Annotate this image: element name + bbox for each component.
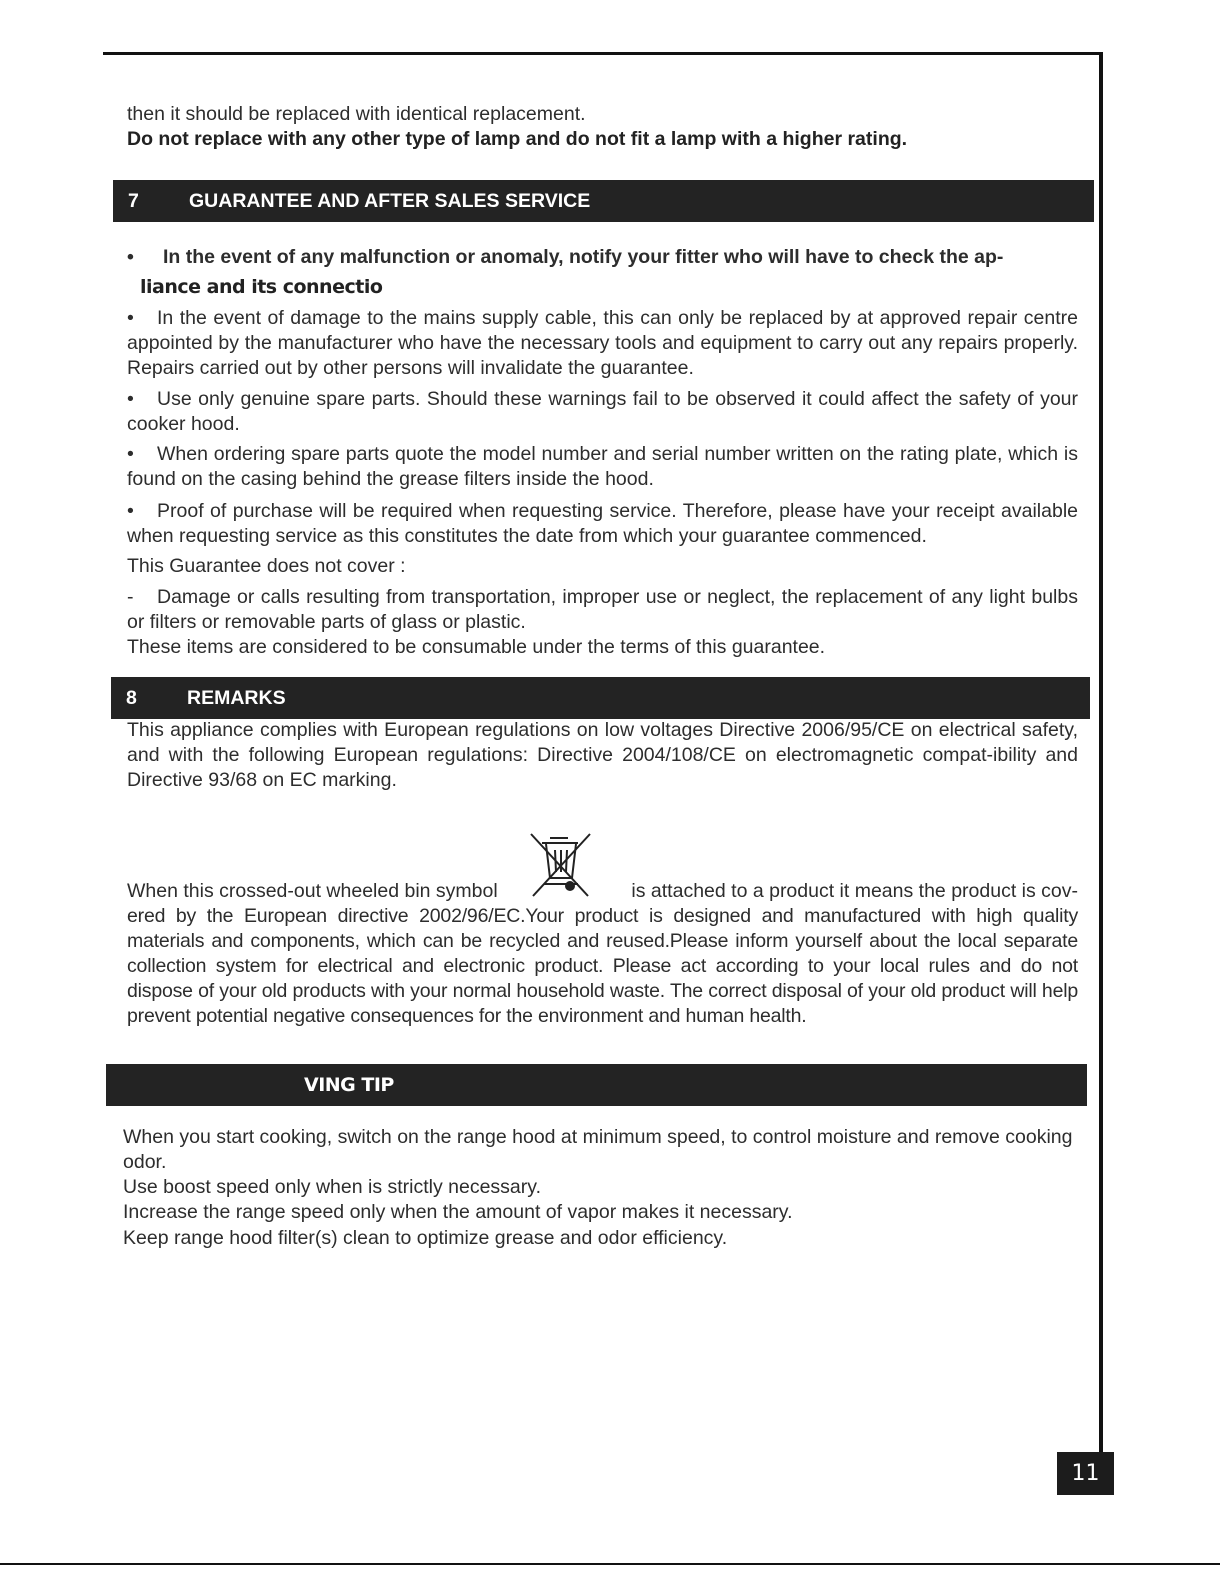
not-cover-item: - Damage or calls resulting from transportation, improper use or neglect, the replacement of any light bulbs or filters or removable parts of glass or plastic.: [127, 586, 1078, 633]
tip-cooking: When you start cooking, switch on the range hood at minimum speed, to control moisture and remove cooking odor.: [123, 1126, 1073, 1173]
tip-increase: Increase the range speed only when the amount of vapor makes it necessary.: [123, 1201, 793, 1223]
section-number: 8: [126, 687, 137, 709]
section-title: GUARANTEE AND AFTER SALES SERVICE: [189, 190, 591, 212]
lamp-warning: Do not replace with any other type of lamp and do not fit a lamp with a higher rating.: [127, 128, 908, 150]
section-8-header: [111, 677, 1090, 719]
consumable-note: These items are considered to be consumable under the terms of this guarantee.: [127, 636, 826, 658]
guarantee-item-malfunction-cont: liance and its connectio: [140, 276, 383, 298]
page-number: 11: [1057, 1452, 1114, 1495]
tip-boost: Use boost speed only when is strictly necessary.: [123, 1176, 541, 1198]
guarantee-item-ordering: • When ordering spare parts quote the model number and serial number written on the rating plate, which is found on the casing behind the grease filters inside the hood.: [127, 443, 1078, 490]
page-frame-top: [103, 52, 1103, 55]
section-title: VING TIP: [304, 1074, 394, 1096]
weee-body: ered by the European directive 2002/96/EC.Your product is designed and manufactured with high quality materials and components, which can be recycled and reused.Please inform yourself about the local separate collection system for electrical and electronic product. Please act according to your local rules and do not dispose of your old products with your normal household waste. The correct disposal of your old product will help prevent potential negative consequences for the environment and human health.: [127, 905, 1078, 1027]
guarantee-item-malfunction: • In the event of any malfunction or anomaly, notify your fitter who will have to check the ap-: [127, 246, 1004, 268]
intro-line: then it should be replaced with identical replacement.: [127, 103, 586, 125]
guarantee-item-proof: • Proof of purchase will be required when requesting service. Therefore, please have your receipt available when requesting service as this constitutes the date from which your guarantee commenced.: [127, 500, 1078, 547]
crossed-out-wheeled-bin-icon: [528, 832, 594, 900]
not-cover-heading: This Guarantee does not cover :: [127, 555, 406, 577]
section-9-header: [106, 1064, 1087, 1106]
weee-line-end: is attached to a product it means the product is cov-: [631, 880, 1078, 902]
tip-filters: Keep range hood filter(s) clean to optimize grease and odor efficiency.: [123, 1227, 728, 1249]
guarantee-item-spare-parts: • Use only genuine spare parts. Should these warnings fail to be observed it could affect the safety of your cooker hood.: [127, 388, 1078, 435]
remarks-body: This appliance complies with European regulations on low voltages Directive 2006/95/CE on electrical safety, and with the following European regulations: Directive 2004/108/CE on electromagnetic compat-ibility and Directive 93/68 on EC marking.: [127, 719, 1078, 791]
page-bottom-rule: [0, 1563, 1220, 1565]
section-7-header: [113, 180, 1094, 222]
section-title: REMARKS: [187, 687, 286, 709]
page-frame-right: [1099, 52, 1103, 1467]
section-number: 7: [128, 190, 139, 212]
weee-line-start: When this crossed-out wheeled bin symbol: [127, 880, 498, 902]
guarantee-item-cable: • In the event of damage to the mains supply cable, this can only be replaced by at approved repair centre appointed by the manufacturer who have the necessary tools and equipment to carry out any repairs properly. Repairs carried out by other persons will invalidate the guarantee.: [127, 307, 1078, 379]
